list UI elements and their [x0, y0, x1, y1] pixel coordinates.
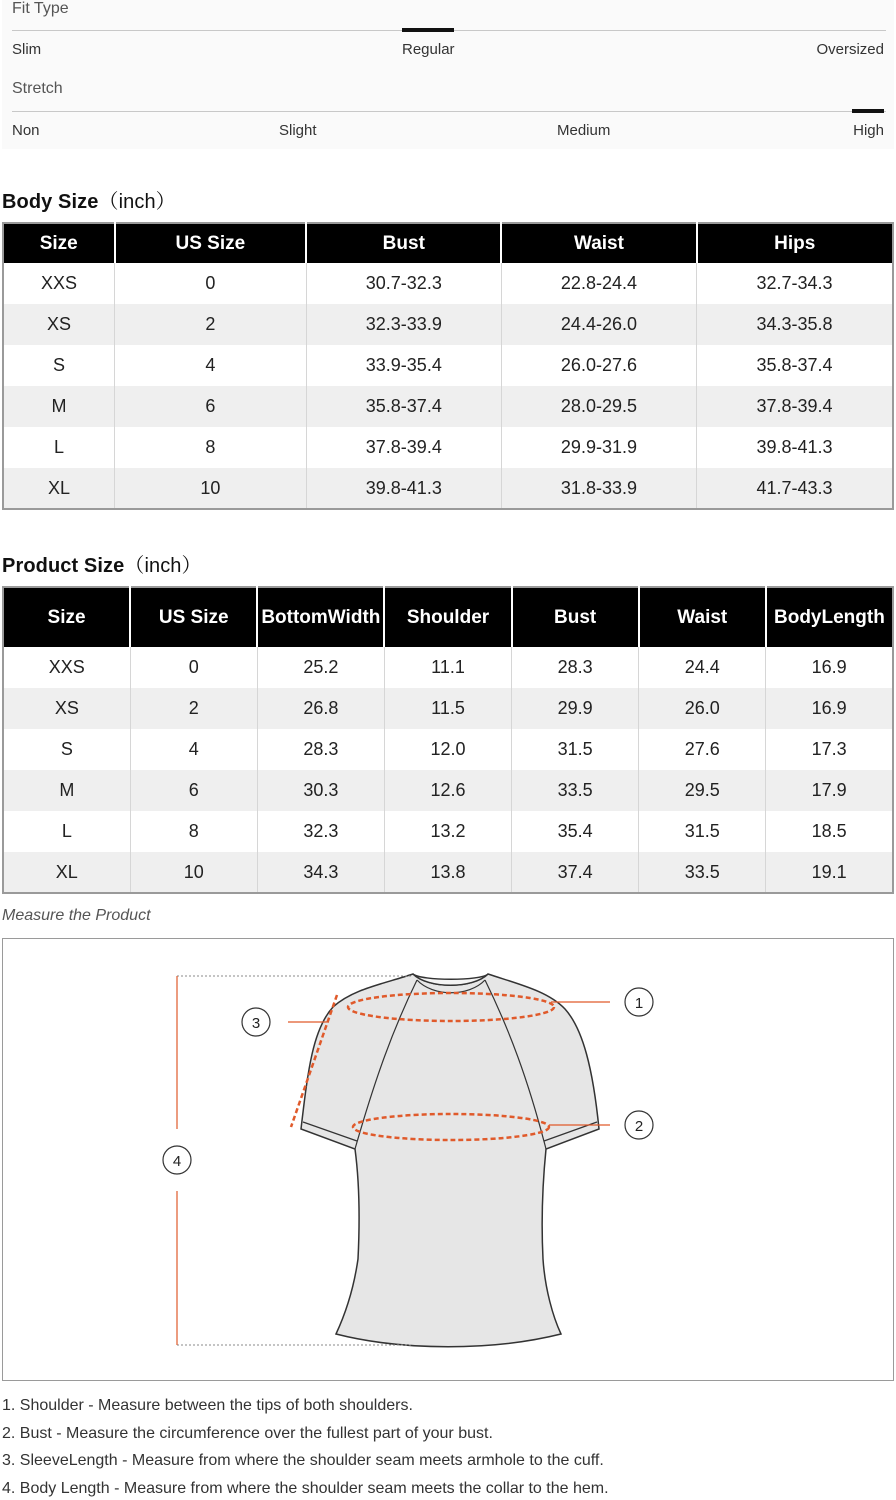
table-cell: 37.4: [512, 852, 639, 893]
table-cell: 35.8-37.4: [697, 345, 893, 386]
table-cell: L: [3, 811, 130, 852]
column-header: Waist: [639, 587, 766, 647]
table-cell: 30.3: [257, 770, 384, 811]
table-cell: 13.8: [384, 852, 511, 893]
callout-2-number: 2: [634, 1118, 644, 1135]
table-cell: M: [3, 770, 130, 811]
table-cell: 26.0-27.6: [501, 345, 696, 386]
table-cell: L: [3, 427, 115, 468]
measure-caption: Measure the Product: [2, 907, 151, 924]
column-header: Bust: [512, 587, 639, 647]
table-cell: 27.6: [639, 729, 766, 770]
stretch-tick: High: [853, 122, 884, 139]
table-cell: 29.9: [512, 688, 639, 729]
table-cell: S: [3, 729, 130, 770]
table-cell: XS: [3, 688, 130, 729]
table-cell: 28.0-29.5: [501, 386, 696, 427]
table-row: [3, 304, 893, 345]
table-cell: 32.3: [257, 811, 384, 852]
table-cell: 25.2: [257, 647, 384, 688]
note-sleeve-length: 3. SleeveLength - Measure from where the shoulder seam meets armhole to the cuff.: [2, 1452, 604, 1469]
table-cell: 17.3: [766, 729, 893, 770]
table-cell: 0: [130, 647, 257, 688]
product-size-table: [2, 586, 894, 894]
table-cell: 32.3-33.9: [306, 304, 501, 345]
table-cell: 30.7-32.3: [306, 263, 501, 304]
column-header: Hips: [697, 223, 893, 263]
column-header: US Size: [130, 587, 257, 647]
body-size-title: [2, 185, 176, 214]
table-cell: 33.5: [639, 852, 766, 893]
table-row: [3, 729, 893, 770]
fit-type-marker: [402, 28, 454, 32]
stretch-tick: Slight: [279, 122, 317, 139]
column-header: US Size: [115, 223, 307, 263]
table-row: [3, 688, 893, 729]
note-bust: 2. Bust - Measure the circumference over the fullest part of your bust.: [2, 1424, 493, 1442]
table-cell: 11.1: [384, 647, 511, 688]
callout-3-number: 3: [251, 1015, 261, 1032]
table-row: [3, 468, 893, 509]
tshirt-outline: [301, 974, 599, 1347]
table-cell: 11.5: [384, 688, 511, 729]
stretch-tick: Non: [12, 122, 40, 139]
column-header: Shoulder: [384, 587, 511, 647]
table-cell: 39.8-41.3: [306, 468, 501, 509]
table-cell: 10: [130, 852, 257, 893]
column-header: Size: [3, 587, 130, 647]
table-cell: 41.7-43.3: [697, 468, 893, 509]
table-cell: 2: [130, 688, 257, 729]
table-cell: 33.9-35.4: [306, 345, 501, 386]
table-cell: 10: [115, 468, 307, 509]
table-cell: 18.5: [766, 811, 893, 852]
column-header: Size: [3, 223, 115, 263]
table-cell: 24.4: [639, 647, 766, 688]
product-size-unit: （inch）: [124, 555, 202, 577]
product-size-title-text: Product Size: [2, 555, 125, 577]
table-cell: 22.8-24.4: [501, 263, 696, 304]
table-cell: 37.8-39.4: [306, 427, 501, 468]
table-cell: 17.9: [766, 770, 893, 811]
table-cell: 32.7-34.3: [697, 263, 893, 304]
table-row: [3, 647, 893, 688]
stretch-marker: [852, 109, 884, 113]
table-cell: 6: [130, 770, 257, 811]
table-cell: 34.3-35.8: [697, 304, 893, 345]
measure-notes: [2, 1394, 892, 1500]
note-body-length: 4. Body Length - Measure from where the shoulder seam meets the collar to the hem.: [2, 1479, 609, 1497]
table-cell: 2: [115, 304, 307, 345]
table-cell: XS: [3, 304, 115, 345]
table-cell: 31.5: [512, 729, 639, 770]
table-cell: 33.5: [512, 770, 639, 811]
table-cell: 8: [115, 427, 307, 468]
table-header-row: [3, 587, 893, 647]
table-cell: 24.4-26.0: [501, 304, 696, 345]
body-size-unit: （inch）: [98, 191, 176, 213]
stretch-label: Stretch: [12, 80, 63, 97]
table-cell: XXS: [3, 647, 130, 688]
table-row: [3, 386, 893, 427]
column-header: Bust: [306, 223, 501, 263]
table-row: [3, 811, 893, 852]
table-cell: 12.6: [384, 770, 511, 811]
product-size-title: [2, 549, 202, 578]
fit-type-tick: Oversized: [816, 41, 884, 58]
stretch-tick: Medium: [557, 122, 611, 139]
table-cell: 39.8-41.3: [697, 427, 893, 468]
table-cell: 35.8-37.4: [306, 386, 501, 427]
table-cell: 31.5: [639, 811, 766, 852]
column-header: BodyLength: [766, 587, 893, 647]
table-row: [3, 770, 893, 811]
callout-1: [625, 988, 653, 1016]
table-row: [3, 263, 893, 304]
fit-type-label: Fit Type: [12, 0, 69, 17]
table-cell: 26.0: [639, 688, 766, 729]
table-cell: 0: [115, 263, 307, 304]
callout-1-number: 1: [634, 995, 644, 1012]
table-cell: M: [3, 386, 115, 427]
measure-diagram: [2, 938, 894, 1381]
fit-type-tick: Regular: [402, 41, 455, 58]
table-cell: 29.5: [639, 770, 766, 811]
table-cell: S: [3, 345, 115, 386]
table-row: [3, 852, 893, 893]
stretch-track: [12, 111, 886, 112]
table-row: [3, 345, 893, 386]
table-cell: 28.3: [512, 647, 639, 688]
table-cell: 34.3: [257, 852, 384, 893]
table-cell: XL: [3, 852, 130, 893]
table-cell: 16.9: [766, 688, 893, 729]
table-cell: 6: [115, 386, 307, 427]
table-cell: XXS: [3, 263, 115, 304]
callout-3: [242, 1008, 270, 1036]
table-cell: 12.0: [384, 729, 511, 770]
table-cell: 26.8: [257, 688, 384, 729]
table-cell: XL: [3, 468, 115, 509]
body-size-table: [2, 222, 894, 510]
table-cell: 4: [130, 729, 257, 770]
note-shoulder: 1. Shoulder - Measure between the tips of both shoulders.: [2, 1397, 413, 1414]
table-cell: 19.1: [766, 852, 893, 893]
fit-type-tick: Slim: [12, 41, 42, 58]
table-cell: 8: [130, 811, 257, 852]
table-header-row: [3, 223, 893, 263]
tshirt-diagram-svg: [3, 939, 893, 1380]
table-row: [3, 427, 893, 468]
callout-2: [625, 1111, 653, 1139]
table-cell: 13.2: [384, 811, 511, 852]
body-size-title-text: Body Size: [2, 191, 99, 213]
table-cell: 28.3: [257, 729, 384, 770]
column-header: BottomWidth: [257, 587, 384, 647]
callout-4-number: 4: [172, 1153, 182, 1170]
table-cell: 35.4: [512, 811, 639, 852]
table-cell: 16.9: [766, 647, 893, 688]
table-cell: 29.9-31.9: [501, 427, 696, 468]
callout-4: [163, 1146, 191, 1174]
table-cell: 4: [115, 345, 307, 386]
column-header: Waist: [501, 223, 696, 263]
fit-panel: [2, 0, 894, 149]
table-cell: 37.8-39.4: [697, 386, 893, 427]
table-cell: 31.8-33.9: [501, 468, 696, 509]
